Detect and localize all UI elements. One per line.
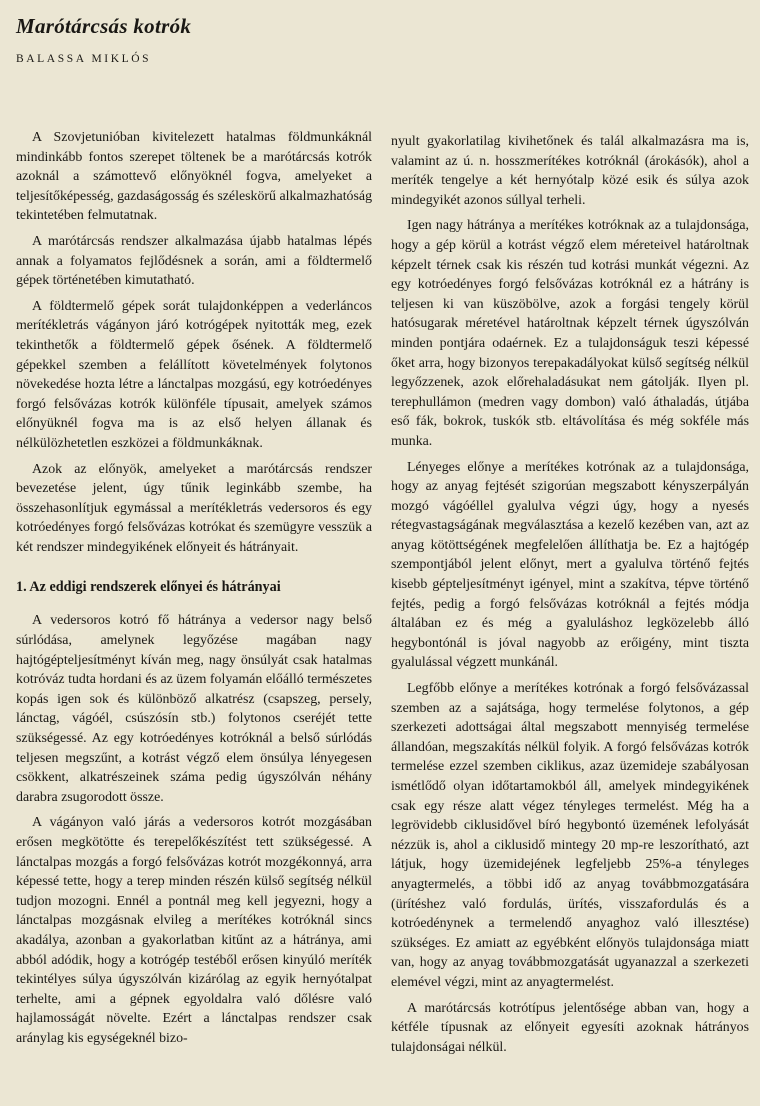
paragraph: Lényeges előnye a merítékes kotrónak az a tulajdonsága, hogy az anyag fejtését szigorúan megszabott kényszerpályán mozgó vágóéllel gyalulva végzi úgy, hogy a nyesés rétegvastagságának megválasztása a kezelő kezében van, azt az anyag kötöttségének megfelelően állíthatja be. Ez a hajtógép szempontjából jelent előnyt, mert a gyalulva történő fejtés kisebb gépteljesítményt igényel, mint a szakítva, tépve történő fejtés, pedig a forgó felsővázas kotróknál a fejtés módja általában ez és még a gyaluláshoz legközelebb álló hegybontónál is jóval nagyobb az erőigény, mint tiszta gyalulással végzett munkánál. bbox=[391, 459, 749, 671]
left-column bbox=[16, 128, 372, 1055]
paragraph: A Szovjetunióban kivitelezett hatalmas földmunkáknál mindinkább fontos szerepet töltenek be a marótárcsás kotrók azoknál a számottevő előnyöknél fogva, amelyeket a teljesítőképesség, gazdaságosság és széleskörű alkalmazhatóság tekintetében felmutatnak. bbox=[16, 130, 373, 224]
paragraph: Legfőbb előnye a merítékes kotrónak a forgó felsővázassal szemben az a sajátsága, hogy termelése folytonos, a gép szerkezeti adottságai által megszabott mennyiség termelése állandóan, megszakítás nélkül folyik. A forgó felsővázas kotrók termelése ezzel szemben ciklikus, azaz üzemideje szabályosan ismétlődő olyan időtartamokból áll, amelyek mindegyikének csak egy része alatt végez tényleges termelést. Még ha a legrövidebb ciklusidővel bíró hegybontó üzemének lefolyását nézzük is, ahol a ciklusidő mintegy 20 mp-re leszorítható, azt látjuk, hogy üzemidejének legfeljebb 25%-a tényleges anyagtermelés, a többi idő az anyag továbbmozgatására (ürítéshez való fordulás, ürítés, visszafordulás és a kotróedénynek a termelendő anyaghoz való illesztése) szükséges. Ez amiatt az egyébként előnyös tulajdonsága miatt van, hogy az anyag továbbmozgatását ugyanazzal a szerkezeti elemével végzi, mint az anyagtermelést. bbox=[391, 681, 749, 990]
article-title: Marótárcsás kotrók bbox=[16, 14, 192, 38]
article-author: BALASSA MIKLÓS bbox=[16, 53, 152, 65]
paragraph: Azok az előnyök, amelyeket a marótárcsás rendszer bevezetése jelent, úgy tűnik leginkább szembe, ha összehasonlítjuk egymással a merítékletrás vedersoros és egy kotróedényes forgó felsővázas kotrókat és szemügyre vesszük a két rendszer mindegyikének előnyeit és hátrányait. bbox=[16, 461, 372, 555]
paragraph: A vedersoros kotró fő hátránya a vedersor nagy belső súrlódása, amelynek legyőzése magában nagy hajtógépteljesítményt kíván meg, nagy önsúlyát csak hatalmas kotróváz tudta hordani és az üzem folyamán előálló természetes kopás igen sok és különböző alkatrész (csapszeg, persely, lánctag, vágóél, csúszósín stb.) folytonos cseréjét tette szükségessé. Az egy kotróedényes kotróknál a belső súrlódás teljesen megszűnt, a kotrást végző elem önsúlya lényegesen csökkent, alkatrészeinek száma pedig úgyszólván néhány darabra zsugorodott össze. bbox=[16, 613, 372, 805]
paragraph: A marótárcsás kotrótípus jelentősége abban van, hogy a kétféle típusnak az előnyeit egyesíti azoknak hátrányos tulajdonságai nélkül. bbox=[391, 1000, 749, 1055]
paragraph-continuation: nyult gyakorlatilag kivihetőnek és talál alkalmazásra ma is, valamint az ú. n. hosszmerítékes kotróknál (árokásók), ahol a meríték tengelye a két hernyótalp közé esik és súlya azok mindegyikét azonos súllyal terheli. bbox=[391, 134, 749, 208]
right-column bbox=[391, 132, 749, 1063]
paragraph: A földtermelő gépek sorát tulajdonképpen a vederláncos merítékletrás vágányon járó kotrógépek nyitották meg, ezek tekinthetők a földtermelő gépek ősének. A földtermelő gépekkel szemben a felállított követelmények folytonos növekedése hozta létre a lánctalpas mozgású, egy kotróedényes forgó felsővázas kotrók különféle típusait, amelyek számos előnyüknél fogva ma is az első helyen állanak és nélkülözhetetlen eszközei a földmunkáknak. bbox=[16, 298, 372, 451]
paragraph: Igen nagy hátránya a merítékes kotróknak az a tulajdonsága, hogy a gép körül a kotrást végző elem méreteivel határoltnak képzelt térnek csak kis részén tud kotrási munkát végezni. Az egy kotróedényes forgó felsővázas kotróknál ez a hátrány is teljesen ki van küszöbölve, azok a forgási tengely körül hatósugarak méretével határoltnak képzelt térnek úgyszólván minden pontjára odaérnek. Ez a tulajdonságuk teszi képessé őket arra, hogy bizonyos terepakadályokat külső segítség nélkül legyőzzenek, azok előrehaladásukat nem gátolják. Ilyen pl. terephullámon (medren vagy dombon) való áthaladás, útjába eső fák, bokrok, tuskók stb. eltávolítása és még sokféle más munka. bbox=[391, 218, 749, 449]
section-heading: 1. Az eddigi rendszerek előnyei és hátrányai bbox=[16, 579, 281, 596]
paragraph: A marótárcsás rendszer alkalmazása újabb hatalmas lépés annak a folyamatos fejlődésnek a során, ami a földtermelő gépek történetében kimutatható. bbox=[16, 233, 372, 289]
paragraph: A vágányon való járás a vedersoros kotrót mozgásában erősen megkötötte és terepelőkészítést tett szükségessé. A lánctalpas mozgás a forgó felsővázas kotrót mozgékonnyá, arra képessé tette, hogy a terep minden részén külső segítség nélkül tudjon mozogni. Ennél a pontnál meg kell jegyezni, hogy a lánctalpas mozgásnak elvileg a merítékes kotróknál sincs akadálya, azonban a gyakorlatban kitűnt az a hátránya, ami abból adódik, hogy a kotrógép testéből erősen kinyúló meríték tekintélyes súlya úgyszólván kizárólag az egyik hernyótalpat terhelte, ami a gépnek egyoldalra való dőlésre való hajlamosságát növelte. Ezért a lánctalpas rendszer csak aránylag kis egységeknél bizo- bbox=[16, 815, 372, 1046]
